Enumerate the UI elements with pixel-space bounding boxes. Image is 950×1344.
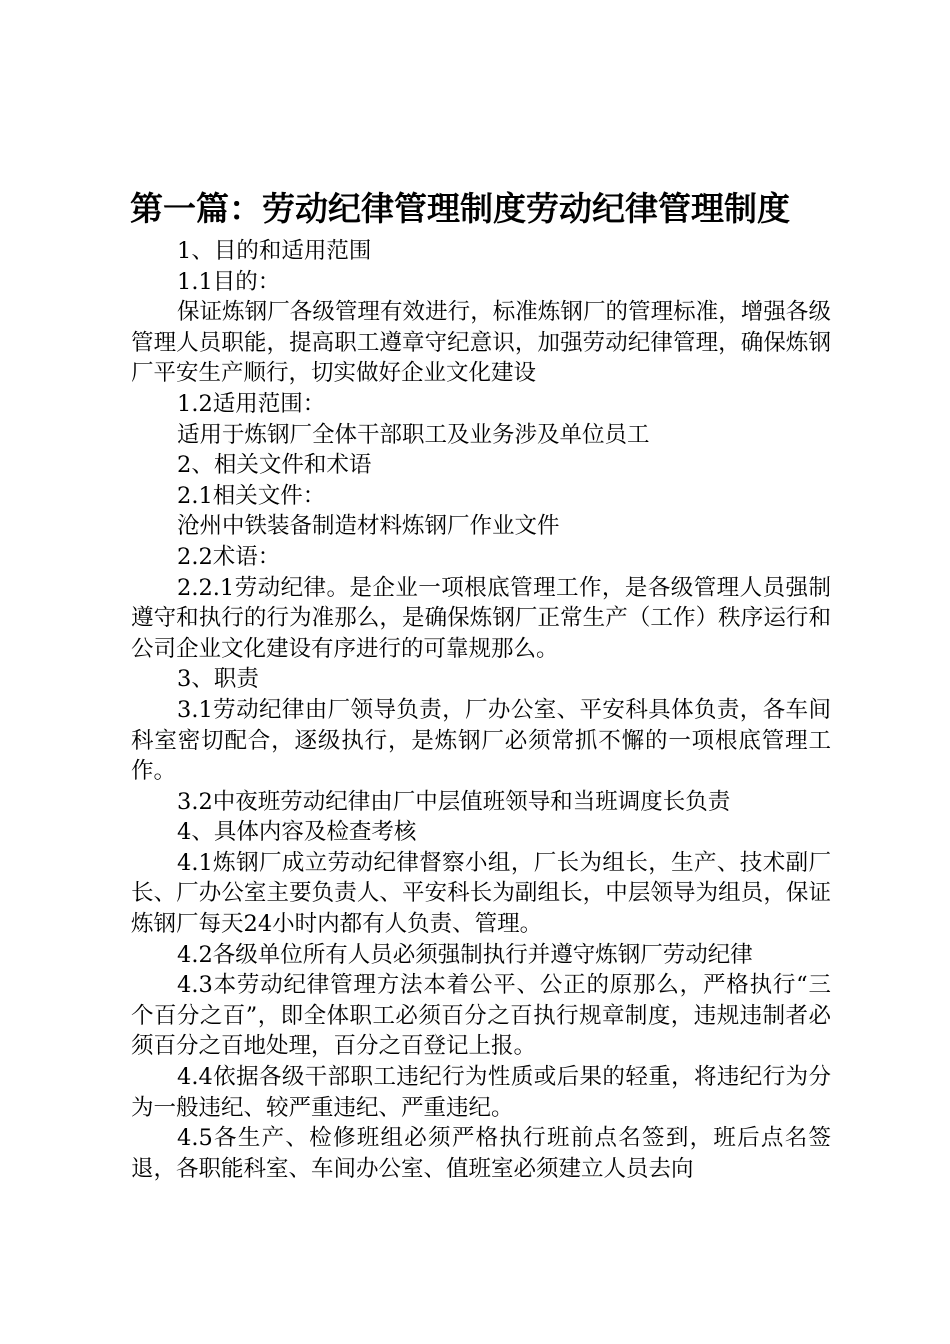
paragraph: 4.2各级单位所有人员必须强制执行并遵守炼钢厂劳动纪律 (177, 941, 753, 968)
paragraph: 2、相关文件和术语 (177, 452, 372, 479)
paragraph: 1.2适用范围： (177, 390, 326, 417)
paragraph: 4、具体内容及检查考核 (177, 819, 417, 846)
paragraph: 适用于炼钢厂全体干部职工及业务涉及单位员工 (177, 421, 650, 448)
paragraph: 4.3本劳动纪律管理方法本着公平、公正的原那么，严格执行“三个百分之百”，即全体职工必须百分之百执行规章制度，违规违制者必须百分之百地处理，百分之百登记上报。 (131, 972, 831, 1060)
paragraph: 2.1相关文件： (177, 482, 326, 509)
document-title: 第一篇：劳动纪律管理制度劳动纪律管理制度 (130, 189, 790, 228)
paragraph: 1.1目的： (177, 268, 281, 295)
document-body (131, 236, 831, 1184)
paragraph: 2.2术语： (177, 543, 281, 570)
paragraph: 2.2.1劳动纪律。是企业一项根底管理工作，是各级管理人员强制遵守和执行的行为准那么，是确保炼钢厂正常生产（工作）秩序运行和公司企业文化建设有序进行的可靠规那么。 (131, 574, 831, 662)
paragraph: 沧州中铁装备制造材料炼钢厂作业文件 (177, 513, 560, 540)
paragraph: 4.5各生产、检修班组必须严格执行班前点名签到，班后点名签退，各职能科室、车间办公室、值班室必须建立人员去向 (131, 1125, 831, 1182)
paragraph: 3、职责 (177, 666, 259, 693)
paragraph: 4.1炼钢厂成立劳动纪律督察小组，厂长为组长，生产、技术副厂长、厂办公室主要负责人、平安科长为副组长，中层领导为组员，保证炼钢厂每天24小时内都有人负责、管理。 (131, 849, 831, 938)
paragraph: 3.2中夜班劳动纪律由厂中层值班领导和当班调度长负责 (177, 788, 731, 815)
paragraph: 1、目的和适用范围 (177, 238, 372, 264)
paragraph: 4.4依据各级干部职工违纪行为性质或后果的轻重，将违纪行为分为一般违纪、较严重违纪、严重违纪。 (131, 1064, 831, 1121)
paragraph: 保证炼钢厂各级管理有效进行，标准炼钢厂的管理标准，增强各级管理人员职能，提高职工遵章守纪意识，加强劳动纪律管理，确保炼钢厂平安生产顺行，切实做好企业文化建设 (131, 299, 831, 387)
paragraph: 3.1劳动纪律由厂领导负责，厂办公室、平安科具体负责，各车间科室密切配合，逐级执行，是炼钢厂必须常抓不懈的一项根底管理工作。 (131, 696, 831, 785)
